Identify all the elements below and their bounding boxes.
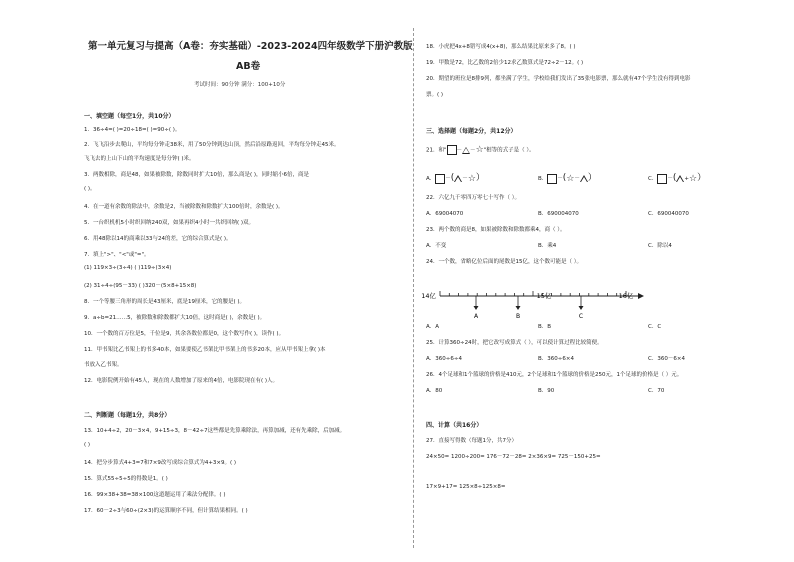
q13-line: 13．10+4÷2，20－3×4，9+15÷3，8－42÷7这些都是先算乘除法，再算加减，还有先乘除，后加减。 [84,428,346,434]
triangle-shape [462,147,470,154]
triangle-shape [676,175,684,182]
q6-line: 6．用48除以14的商乘以33与24的差，它的综合算式是( )。 [84,236,232,242]
column-divider [413,28,414,548]
paren-open: ( [672,173,677,183]
paren-close: ） [697,173,707,183]
q25-option-a[interactable]: A．360÷6÷4 [426,356,462,362]
q23-option-a[interactable]: A．不变 [426,243,447,249]
section-calc-heading: 四、计算（共16分） [426,422,483,429]
square-shape [657,174,667,184]
star-shape: ☆ [475,145,484,155]
q25-line: 25．计算360÷24时，把它改写成算式（ ），可以使计算过程比较简便。 [426,340,603,346]
plus-sign: + [684,176,689,182]
q12-line: 12．电影院例开始有45人，现在的人数增加了原来的4倍，电影院现在有( )人。 [84,378,279,384]
exam-info: 考试时间：90分钟 满分：100+10分 [194,82,286,88]
q20-line: 20．期望的班位是8排9列，都坐满了学生，学校给我们发出了35张电影票，那么就有47个学生没有得到电影 [426,76,691,82]
paren-close: ） [587,173,597,183]
minus-sign: － [470,147,476,154]
square-shape [435,174,445,184]
point-b: B [515,313,521,320]
q11-line: 11．甲书架比乙书架上的书多40本，如果要使乙书架比甲书架上的书多20本，应从甲书架上拿( )本 [84,347,326,353]
q7-sub2: (2) 31÷4÷(95－33) ( )320－(5×8+15×8) [84,283,197,289]
q27-row1: 24×50= 1200÷200= 176－72－28= 2×36×9= 725－150+25= [426,454,601,460]
q23-option-c[interactable]: C．除以4 [648,243,672,249]
q26-option-c[interactable]: C．70 [648,388,665,394]
q25-option-c[interactable]: C．360－6×4 [648,356,685,362]
q24-option-b[interactable]: B．B [538,324,552,330]
q7-line: 7．填上">"、"<"或"="。 [84,252,150,258]
q24-option-c[interactable]: C．C [648,324,662,330]
option-letter: C． [648,176,658,182]
q10-line: 10．一个数的百万位是5，千位是9，其余各数位都是0，这个数写作( )，读作( )。 [84,331,285,337]
q2-line: 2．飞飞沿步去爬山，平均每分钟走38米，用了50分钟到达山顶，然后沿原路返回，平均每分钟走45米。 [84,142,340,148]
square-shape [447,145,457,155]
paren-open: ( [562,173,567,183]
q18-line: 18．小虎把4x+8错写成4(x+8)，那么结果比原来多了8。( ) [426,44,576,50]
q22-option-b[interactable]: B．690004070 [538,211,579,217]
point-c: C [578,313,584,320]
option-letter: A． [426,176,436,182]
point-a: A [473,313,479,320]
q26-option-a[interactable]: A．80 [426,388,443,394]
q11-line-2: 书放入乙书架。 [84,362,123,368]
q16-line: 16．99×38+38=38×100这道题运用了乘法分配律。( ) [84,492,226,498]
q21-option-a[interactable] [426,170,485,184]
number-line [421,276,650,322]
q7-sub1: (1) 119×3÷(3÷4) ( )119÷(3×4) [84,265,172,271]
q21-stem [426,145,535,155]
q22-option-a[interactable]: A．69004070 [426,211,464,217]
q27-line: 27．直接写得数（每题1分，共7分） [426,438,517,444]
paren-open: ( [450,173,455,183]
q20-line-2: 票。( ) [426,92,444,98]
tick-label-16: 16亿 [618,292,634,300]
q21-option-c[interactable] [648,170,706,184]
q27-row2: 17×9+17= 125×8÷125×8= [426,484,506,490]
arrow-a-head [474,306,479,310]
q23-line: 23．两个数的商是8，如果被除数和除数都乘4，商（ ）。 [426,227,566,233]
q21-option-b[interactable] [538,170,597,184]
q15-line: 15．算式55÷5÷5的得数是1。( ) [84,476,168,482]
star-shape: ☆ [566,173,575,184]
triangle-shape [454,175,462,182]
q23-option-b[interactable]: B．乘4 [538,243,557,249]
triangle-shape [580,175,588,182]
option-letter: B． [538,176,548,182]
q1-line: 1．36÷4=( )=20÷18=( )=90÷( )。 [84,127,181,133]
q26-line: 26．4个足球和1个篮球的价格是410元，2个足球和1个篮球的价格是250元，1个足球的价格是（ ）元。 [426,372,683,378]
q2-line-2: 飞飞去的上山下山的平均速度是每分钟( )米。 [84,156,195,162]
minus-sign: － [462,176,468,182]
tick-label-14: 14亿 [421,292,436,300]
tick-label-15: 15亿 [536,292,552,300]
q9-line: 9．a÷b=21……5，被除数和除数都扩大10倍，这时商是( )，余数是( )。 [84,315,266,321]
minus-sign: － [574,176,580,182]
q8-line: 8．一个等腰三角形的周长是43厘米，底是19厘米，它的腰是( )。 [84,299,246,305]
minus-sign: － [557,176,563,182]
q25-option-b[interactable]: B．360÷6×4 [538,356,574,362]
q26-option-b[interactable]: B．90 [538,388,555,394]
arrow-c-head [579,306,584,310]
page-title: 第一单元复习与提高（A卷：夯实基础）-2023-2024四年级数学下册沪教版 [88,41,413,52]
minus-sign: － [667,176,673,182]
q17-line: 17．60－2÷3与60÷(2×3)的运算顺序不同，但计算结果相同。( ) [84,508,248,514]
q22-option-c[interactable]: C．690040070 [648,211,689,217]
q3-line: 3．两数相除，商是48，如果被除数，除数同时扩大10倍，那么商是( )，同时缩小6倍，商是 [84,172,310,178]
q24-option-a[interactable]: A．A [426,324,440,330]
minus-sign: － [445,176,451,182]
star-shape: ☆ [467,173,476,184]
q3-line-2: ( )。 [84,186,96,192]
q21-post: "相等的式子是（ ）。 [483,147,535,154]
q21-pre: 21．和" [426,147,447,154]
q22-line: 22．六亿九千零四万零七十写作（ ）。 [426,195,520,201]
section-fill-heading: 一、填空题（每空1分，共10分） [84,113,175,120]
minus-sign: － [456,147,463,154]
section-choice-heading: 三、选择题（每题2分，共12分） [426,128,517,135]
q13-line-2: ( ) [84,442,91,448]
q5-line: 5．一台织机机5小时织回纳240双，如果再织4小时一共织回纳( )双。 [84,220,255,226]
q14-line: 14．把分步算式4+3=7和7×9改写成综合算式为4+3×9。( ) [84,460,237,466]
section-judge-heading: 二、判断题（每题1分，共8分） [84,412,171,419]
q24-line: 24．一个数，省略亿位后面的尾数是15亿，这个数可能是（ ）。 [426,259,582,265]
square-shape [547,174,557,184]
q4-line: 4．在一道有余数的除法中，余数是2，当被除数和除数扩大100倍时，余数是( )。 [84,204,284,210]
number-line-arrow [638,293,644,299]
page-title-ab: AB卷 [236,61,261,72]
star-shape: ☆ [688,173,698,184]
q19-line: 19．甲数是72，比乙数的2倍少12求乙数算式是72÷2－12。( ) [426,60,584,66]
paren-close: ） [475,173,485,183]
arrow-b-head [516,306,521,310]
